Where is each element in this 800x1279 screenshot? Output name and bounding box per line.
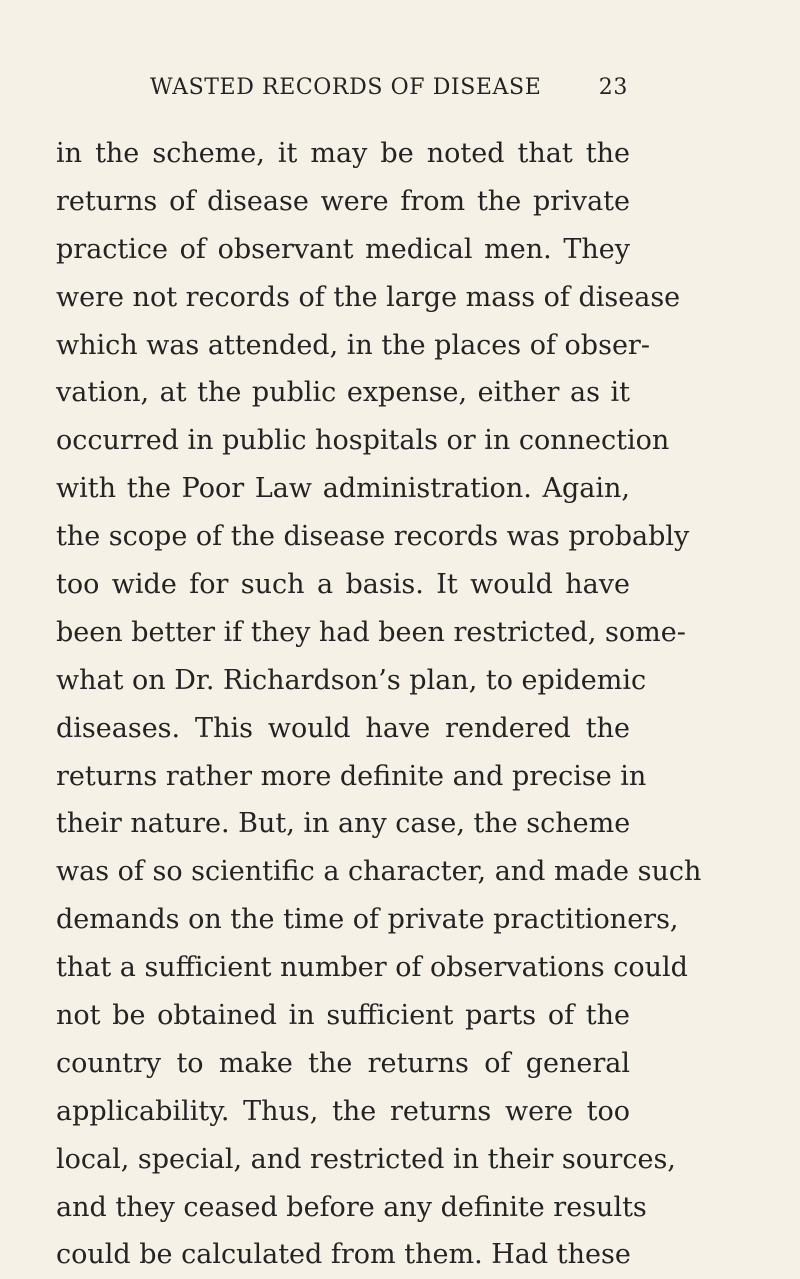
text-line: could be calculated from them. Had these bbox=[56, 1239, 631, 1271]
text-line: vation, at the public expense, either as it bbox=[56, 377, 630, 409]
text-line: been better if they had been restricted, some- bbox=[56, 616, 686, 648]
text-line: applicability. Thus, the returns were too bbox=[56, 1095, 630, 1127]
text-line: what on Dr. Richardson’s plan, to epidemic bbox=[56, 664, 647, 696]
text-line: demands on the time of private practitioners, bbox=[56, 904, 679, 936]
text-line: occurred in public hospitals or in connection bbox=[56, 425, 670, 457]
text-line: country to make the returns of general bbox=[56, 1047, 630, 1079]
text-line: too wide for such a basis. It would have bbox=[56, 569, 630, 601]
text-line: which was attended, in the places of obser- bbox=[56, 329, 650, 361]
text-line: were not records of the large mass of disease bbox=[56, 281, 681, 313]
text-line: local, special, and restricted in their sources, bbox=[56, 1143, 676, 1175]
text-line: returns of disease were from the private bbox=[56, 185, 630, 217]
text-line: diseases. This would have rendered the bbox=[56, 712, 630, 744]
page-number: 23 bbox=[598, 75, 628, 100]
body-text bbox=[56, 130, 702, 1279]
text-line: in the scheme, it may be noted that the bbox=[56, 138, 630, 169]
text-line: not be obtained in sufficient parts of the bbox=[56, 1000, 630, 1032]
text-line: and they ceased before any definite results bbox=[56, 1191, 647, 1223]
text-line: was of so scientific a character, and made such bbox=[56, 856, 702, 888]
text-line: practice of observant medical men. They bbox=[56, 233, 630, 265]
page-header bbox=[150, 73, 628, 103]
text-line: that a sufficient number of observations could bbox=[56, 952, 688, 984]
text-line: with the Poor Law administration. Again, bbox=[56, 473, 630, 505]
text-line: their nature. But, in any case, the scheme bbox=[56, 808, 631, 840]
text-line: the scope of the disease records was probably bbox=[56, 521, 690, 553]
running-title: WASTED RECORDS OF DISEASE bbox=[150, 75, 542, 100]
text-line: returns rather more definite and precise in bbox=[56, 760, 647, 792]
